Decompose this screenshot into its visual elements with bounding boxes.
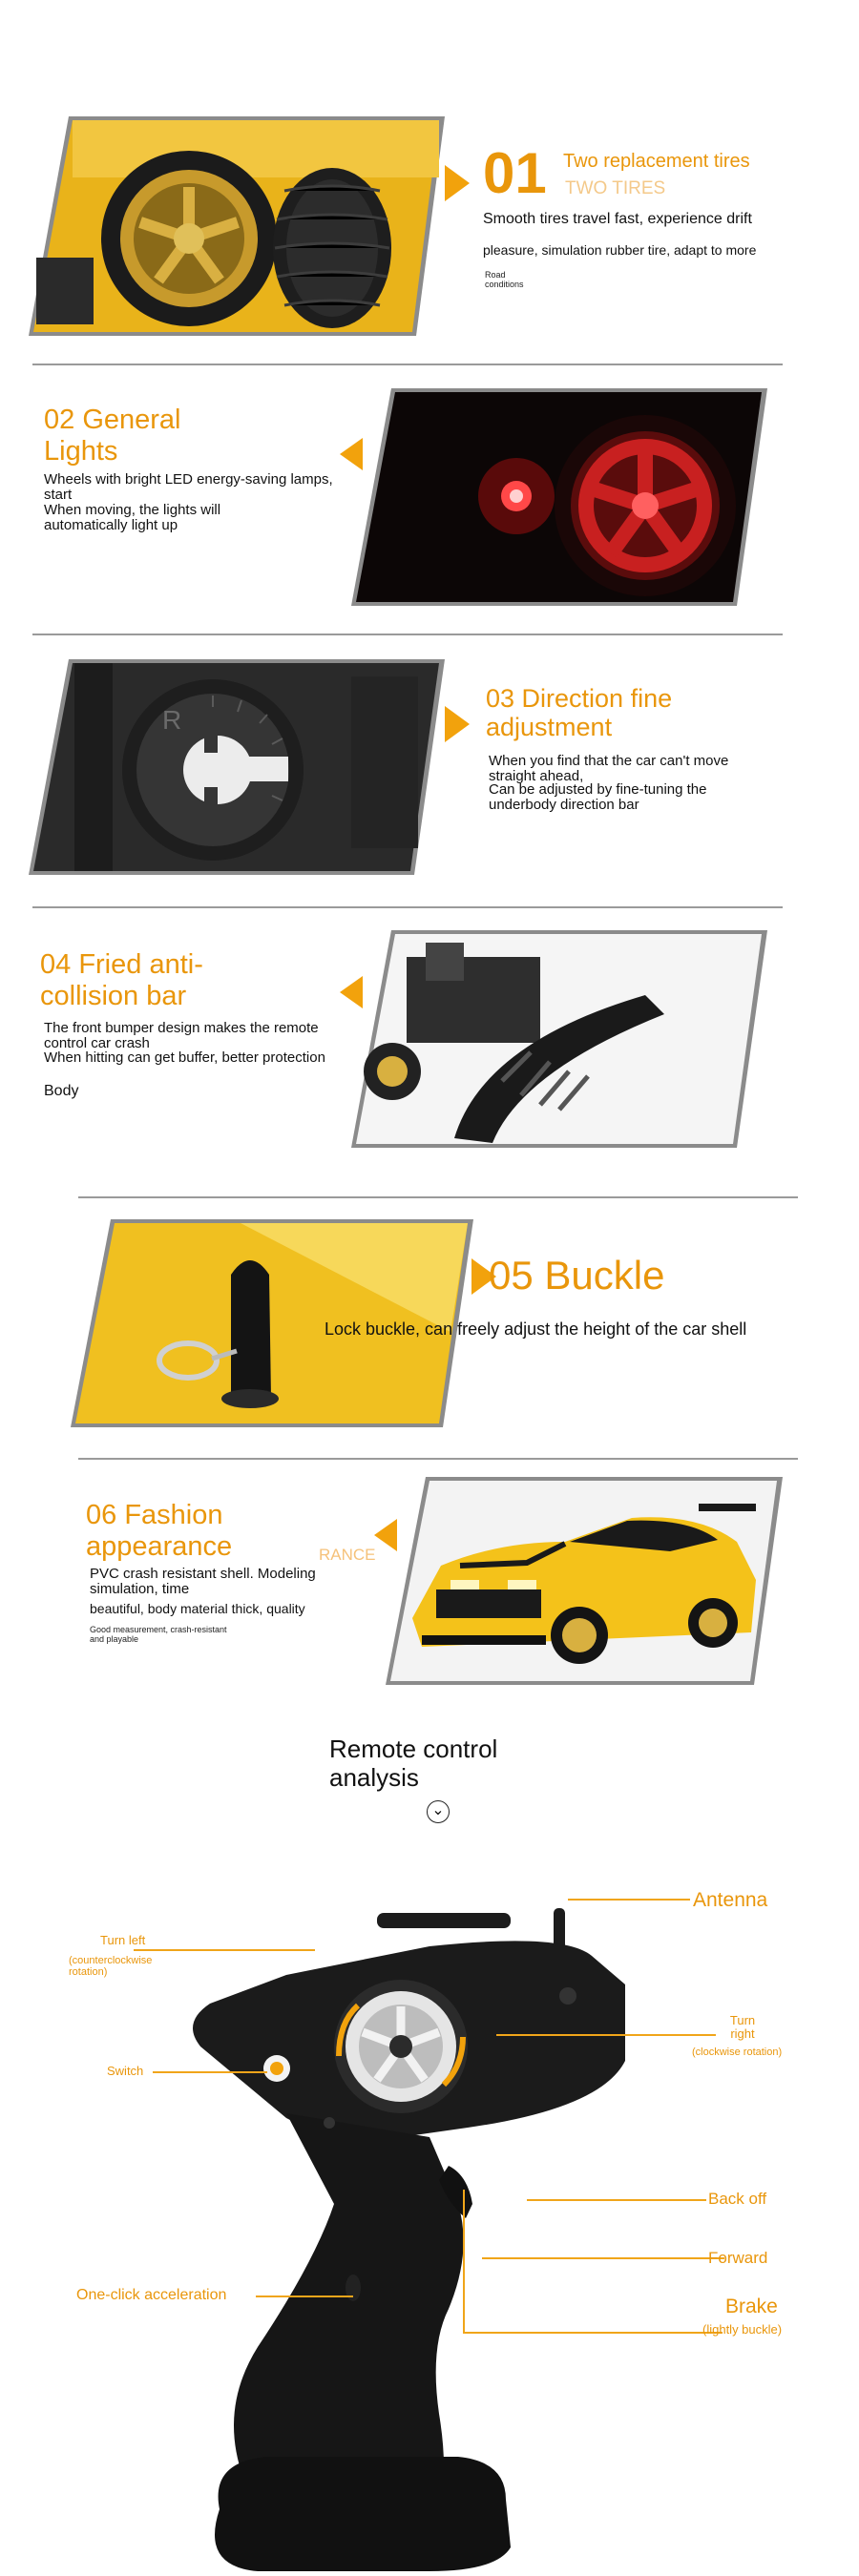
section-divider [78, 1196, 798, 1198]
section-tiny-text: Road conditions [485, 270, 524, 289]
section-title: 03 Direction fine adjustment [486, 684, 673, 741]
section-desc: beautiful, body material thick, quality [90, 1601, 305, 1616]
section-desc: Can be adjusted by fine-tuning the underbody direction bar [489, 781, 707, 813]
callout-line [568, 1899, 690, 1901]
callout-line [463, 2332, 723, 2334]
section-tiny-text: Good measurement, crash-resistant and playable [90, 1625, 227, 1644]
section-title: 04 Fried anti-collision bar [40, 949, 203, 1011]
label-turn-right-sub: (clockwise rotation) [692, 2046, 783, 2058]
ghost-watermark-text: RANCE [319, 1546, 376, 1564]
remote-controller-image [143, 1889, 678, 2576]
section-divider [32, 364, 783, 365]
remote-heading: Remote control analysis [329, 1735, 498, 1792]
callout-line [134, 1949, 315, 1951]
label-one-click-acceleration: One-click acceleration [76, 2287, 227, 2303]
callout-line [153, 2071, 267, 2073]
section-number: 01 [483, 141, 547, 205]
section-desc: Wheels with bright LED energy-saving lamps, start [44, 471, 333, 503]
callout-line [527, 2199, 706, 2201]
arrow-marker-icon [445, 165, 470, 201]
section-desc: Body [44, 1083, 79, 1099]
section-desc: When hitting can get buffer, better protection [44, 1049, 325, 1066]
label-brake: Brake [725, 2296, 778, 2317]
car-photo [384, 1475, 785, 1687]
scroll-down-icon[interactable]: ⌄ [427, 1800, 450, 1823]
svg-text:R: R [162, 705, 182, 735]
label-forward: Forward [708, 2249, 768, 2267]
section-desc: When you find that the car can't move straight ahead, [489, 753, 729, 784]
section-desc: The front bumper design makes the remote control car crash [44, 1020, 319, 1051]
label-switch: Switch [107, 2064, 144, 2078]
section-desc: When moving, the lights will automatically light up [44, 502, 221, 533]
section-title: 05 Buckle [489, 1253, 665, 1298]
section-divider [78, 1458, 798, 1460]
callout-line [482, 2257, 724, 2259]
section-desc: pleasure, simulation rubber tire, adapt to more [483, 242, 757, 258]
section-subtitle: TWO TIRES [565, 178, 666, 198]
direction-dial-photo [27, 657, 445, 877]
callout-line [463, 2190, 465, 2333]
tires-photo [27, 114, 445, 338]
section-desc: PVC crash resistant shell. Modeling simulation, time [90, 1566, 316, 1597]
label-back-off: Back off [708, 2190, 767, 2208]
label-antenna: Antenna [693, 1889, 768, 1911]
bumper-photo [349, 928, 769, 1150]
label-turn-right: Turn right [729, 2013, 756, 2041]
callout-line [256, 2296, 353, 2297]
section-title: 02 General Lights [44, 405, 181, 467]
callout-line [496, 2034, 716, 2036]
section-divider [32, 906, 783, 908]
section-desc: Lock buckle, can freely adjust the height of the car shell [325, 1319, 747, 1339]
arrow-marker-icon [445, 706, 470, 742]
label-brake-sub: (lightly buckle) [702, 2322, 783, 2337]
label-turn-left-sub: (counterclockwise rotation) [69, 1955, 153, 1978]
section-title: 06 Fashion appearance [86, 1500, 233, 1562]
section-divider [32, 634, 783, 635]
led-wheel-photo [349, 386, 769, 608]
section-title: Two replacement tires [563, 151, 750, 172]
section-desc: Smooth tires travel fast, experience drift [483, 211, 752, 227]
label-turn-left: Turn left [100, 1933, 146, 1947]
